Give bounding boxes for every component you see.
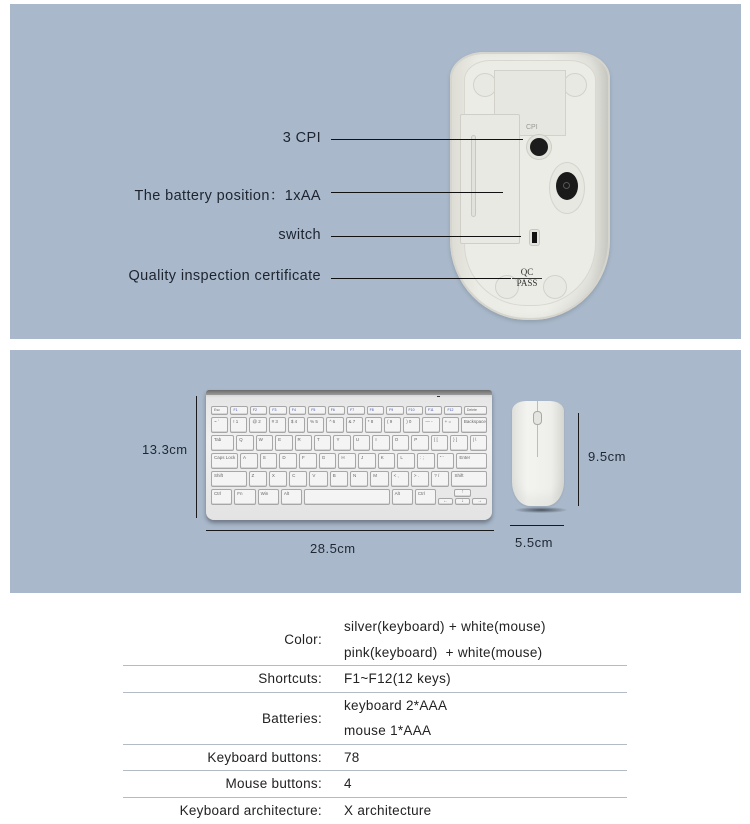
key: H — [338, 453, 356, 469]
key: Delete — [464, 406, 487, 415]
spec-values — [322, 666, 451, 692]
key: ~ ` — [211, 417, 228, 433]
key: Ctrl — [211, 489, 232, 505]
key: ( 9 — [384, 417, 401, 433]
key-row — [211, 417, 487, 433]
key: Shift — [211, 471, 247, 487]
key: Tab — [211, 435, 234, 451]
key: N — [350, 471, 368, 487]
arrow-down-icon: ↓ — [455, 498, 470, 506]
key: A — [240, 453, 258, 469]
mouse-width-line — [510, 525, 564, 526]
key: Y — [333, 435, 350, 451]
key: Esc — [211, 406, 228, 415]
mouse-shadow — [515, 507, 567, 513]
key: E — [275, 435, 292, 451]
key: $ 4 — [288, 417, 305, 433]
spec-row — [123, 745, 627, 772]
key: F8 — [367, 406, 384, 415]
key-rows — [211, 406, 487, 515]
key: D — [279, 453, 297, 469]
key: X — [269, 471, 287, 487]
key: W — [256, 435, 273, 451]
spec-value: F1~F12(12 keys) — [344, 671, 451, 686]
qc-sticker: QC PASS — [512, 268, 542, 288]
key: M — [370, 471, 388, 487]
key: " ' — [437, 453, 455, 469]
spec-label: Batteries: — [261, 710, 322, 726]
key: F — [299, 453, 317, 469]
callout-qc — [10, 268, 321, 284]
key: O — [392, 435, 409, 451]
key: % 5 — [307, 417, 324, 433]
key: F4 — [289, 406, 306, 415]
callout-label: The battery position：1xAA — [134, 188, 321, 204]
mouse-top-image — [512, 401, 564, 506]
key: | \ — [470, 435, 487, 451]
callout-line-battery — [331, 192, 503, 193]
key: ! 1 — [230, 417, 247, 433]
arrow-key-cluster — [438, 489, 487, 505]
key-row — [211, 435, 487, 451]
power-switch — [530, 230, 539, 245]
key: : ; — [417, 453, 435, 469]
key: ? / — [431, 471, 449, 487]
key: < , — [391, 471, 409, 487]
sensor-lens-icon — [563, 182, 570, 189]
battery-compartment — [460, 114, 520, 244]
key: P — [411, 435, 428, 451]
key: Q — [236, 435, 253, 451]
scroll-wheel-icon — [533, 411, 542, 425]
function-key-row — [211, 406, 487, 415]
key: Caps Lock — [211, 453, 238, 469]
callout-battery — [10, 184, 321, 205]
key: * 8 — [365, 417, 382, 433]
callout-line-qc — [331, 278, 511, 279]
key: F1 — [230, 406, 247, 415]
key: F12 — [444, 406, 461, 415]
keyboard-height-line — [196, 396, 197, 518]
key: K — [378, 453, 396, 469]
mouse-height-line — [578, 413, 579, 506]
key: F9 — [386, 406, 403, 415]
cpi-marking: CPI — [526, 124, 538, 131]
arrow-left-icon: ← — [438, 498, 453, 506]
key: F11 — [425, 406, 442, 415]
key: + = — [442, 417, 459, 433]
spec-values — [322, 693, 447, 744]
spec-value: 78 — [344, 749, 360, 765]
dimensions-panel — [10, 350, 741, 593]
spec-values — [322, 614, 546, 665]
spec-values — [322, 745, 360, 771]
key: ^ 6 — [326, 417, 343, 433]
key: Z — [249, 471, 267, 487]
key: & 7 — [346, 417, 363, 433]
spec-label: Mouse buttons: — [225, 776, 322, 792]
foot-pad-icon — [543, 275, 567, 299]
keyboard-image — [206, 390, 492, 520]
key: > . — [411, 471, 429, 487]
key: — - — [422, 417, 439, 433]
key: F5 — [308, 406, 325, 415]
spec-row — [123, 693, 627, 745]
spec-value: mouse 1*AAA — [344, 723, 432, 738]
spec-value: silver(keyboard) + white(mouse) — [344, 619, 546, 634]
callout-switch — [10, 227, 321, 243]
key: ) 0 — [403, 417, 420, 433]
key: Alt — [281, 489, 302, 505]
spec-value: pink(keyboard) + white(mouse) — [344, 644, 543, 660]
spec-label: Shortcuts: — [258, 671, 322, 687]
key-row — [211, 489, 487, 505]
key: @ 2 — [249, 417, 266, 433]
spec-value: 4 — [344, 776, 352, 791]
spec-table — [123, 614, 627, 823]
keyboard-width-line — [206, 530, 494, 531]
mouse-underside-panel — [10, 4, 741, 339]
spec-values — [322, 798, 432, 824]
callout-line-switch — [331, 236, 521, 237]
key: T — [314, 435, 331, 451]
spec-values — [322, 771, 352, 797]
key: Ctrl — [415, 489, 436, 505]
key: V — [309, 471, 327, 487]
key: U — [353, 435, 370, 451]
keyboard-top-bar — [206, 390, 492, 395]
key: C — [289, 471, 307, 487]
spec-label: Keyboard architecture: — [179, 802, 322, 818]
key: B — [330, 471, 348, 487]
spec-row — [123, 614, 627, 666]
key: J — [358, 453, 376, 469]
key: # 3 — [269, 417, 286, 433]
keyboard-width-label: 28.5cm — [310, 541, 356, 556]
key: F6 — [328, 406, 345, 415]
keyboard-height-label: 13.3cm — [142, 442, 188, 457]
key: I — [372, 435, 389, 451]
key: } ] — [450, 435, 467, 451]
cpi-button — [530, 138, 548, 156]
key: G — [319, 453, 337, 469]
key: S — [260, 453, 278, 469]
key: Enter — [456, 453, 487, 469]
arrow-up-icon: ↑ — [454, 489, 470, 497]
callout-label: 3 CPI — [282, 130, 321, 146]
callout-line-cpi — [331, 139, 523, 140]
key: Backspace — [461, 417, 487, 433]
spec-row — [123, 798, 627, 824]
key: L — [397, 453, 415, 469]
key-row — [211, 453, 487, 469]
key-space — [304, 489, 389, 505]
callout-label: Quality inspection certificate — [128, 268, 321, 284]
key: Shift — [451, 471, 487, 487]
battery-slot-icon — [471, 135, 476, 217]
key: F10 — [406, 406, 423, 415]
mouse-width-label: 5.5cm — [515, 535, 553, 550]
spec-row — [123, 666, 627, 693]
mouse-underside-image — [442, 44, 622, 324]
spec-label: Color: — [284, 632, 322, 647]
key: R — [295, 435, 312, 451]
key: { [ — [431, 435, 448, 451]
button-split-line — [537, 401, 538, 457]
spec-value: keyboard 2*AAA — [344, 697, 448, 713]
callout-cpi — [10, 130, 321, 146]
key: F2 — [250, 406, 267, 415]
arrow-right-icon: → — [472, 498, 487, 506]
spec-label: Keyboard buttons: — [207, 749, 322, 765]
key: Fn — [234, 489, 255, 505]
callout-label: switch — [278, 227, 321, 243]
key: Win — [258, 489, 279, 505]
key: Alt — [392, 489, 413, 505]
spec-value: X architecture — [344, 802, 432, 818]
status-led-icon — [437, 396, 440, 397]
spec-row — [123, 771, 627, 798]
mouse-height-label: 9.5cm — [588, 449, 626, 464]
key: F3 — [269, 406, 286, 415]
key-row — [211, 471, 487, 487]
foot-pad-icon — [563, 73, 587, 97]
key: F7 — [347, 406, 364, 415]
